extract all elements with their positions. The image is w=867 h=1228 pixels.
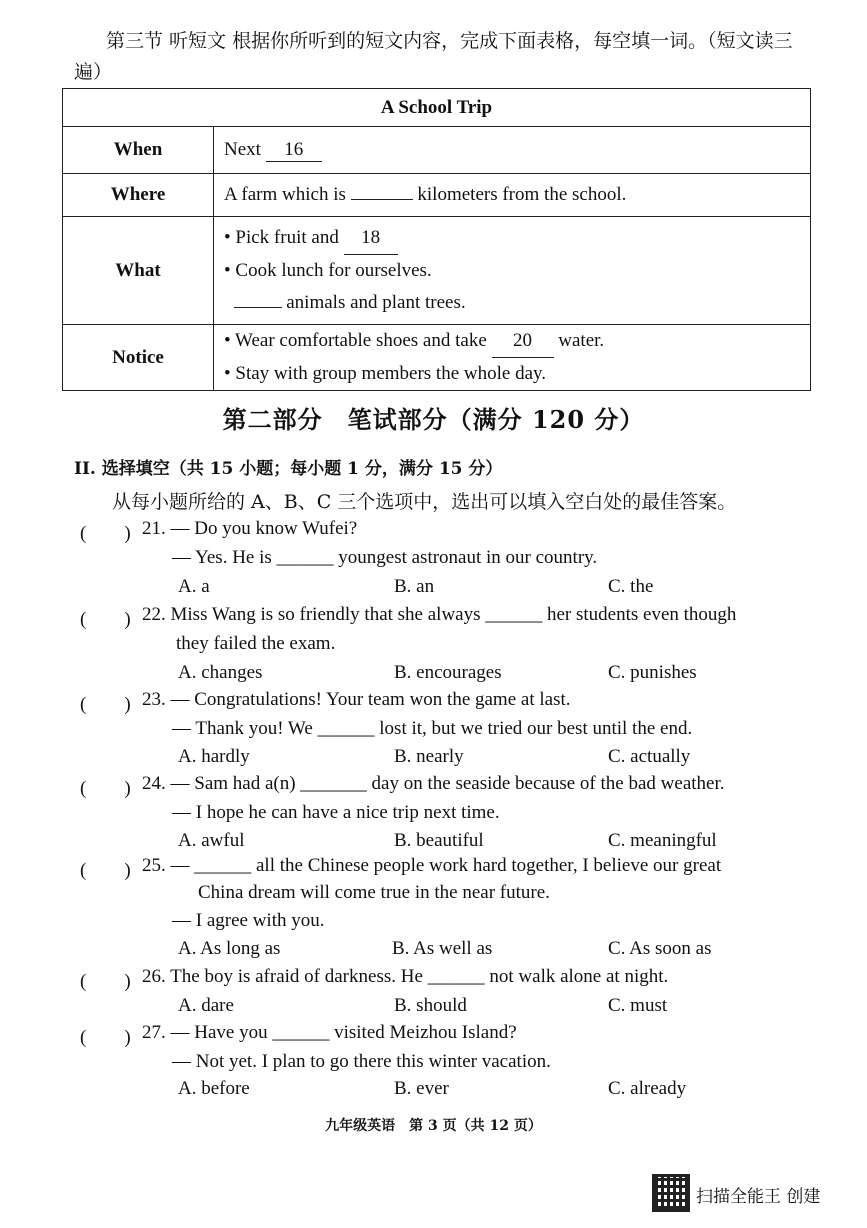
answer-blank-20[interactable]: 20	[492, 325, 554, 358]
option-22-c[interactable]: C. punishes	[608, 662, 697, 683]
question-25-line3: — I agree with you.	[172, 910, 325, 931]
option-24-b[interactable]: B. beautiful	[394, 830, 484, 851]
scanner-watermark: 扫描全能王 创建	[696, 1187, 821, 1207]
question-24-line1: 24. — Sam had a(n) _______ day on the seaside because of the bad weather.	[142, 773, 725, 794]
option-23-c[interactable]: C. actually	[608, 746, 691, 767]
option-26-b[interactable]: B. should	[394, 995, 467, 1016]
qr-code-icon	[652, 1174, 690, 1212]
option-21-b[interactable]: B. an	[394, 576, 435, 597]
answer-paren-25[interactable]: ( )	[80, 860, 131, 881]
option-25-c[interactable]: C. As soon as	[608, 938, 712, 959]
option-23-b[interactable]: B. nearly	[394, 746, 464, 767]
row-when: Next 16	[214, 127, 811, 174]
answer-paren-22[interactable]: ( )	[80, 609, 131, 630]
section-instruction: 从每小题所给的 A、B、C 三个选项中，选出可以填入空白处的最佳答案。	[112, 491, 737, 513]
option-23-a[interactable]: A. hardly	[178, 746, 250, 767]
answer-blank-17[interactable]	[351, 199, 413, 200]
school-trip-table	[62, 88, 811, 391]
table-title: A School Trip	[63, 89, 811, 127]
row-label-notice: Notice	[63, 325, 214, 391]
option-27-c[interactable]: C. already	[608, 1078, 687, 1099]
answer-blank-18[interactable]: 18	[344, 222, 398, 255]
option-21-a[interactable]: A. a	[178, 576, 210, 597]
option-27-b[interactable]: B. ever	[394, 1078, 449, 1099]
page-footer: 九年级英语 第 3 页（共 12 页）	[325, 1118, 542, 1134]
option-25-a[interactable]: A. As long as	[178, 938, 281, 959]
question-21-line1: 21. — Do you know Wufei?	[142, 518, 358, 539]
option-22-a[interactable]: A. changes	[178, 662, 263, 683]
question-25-line1: 25. — ______ all the Chinese people work hard together, I believe our great	[142, 855, 722, 876]
question-21-line2: — Yes. He is ______ youngest astronaut in our country.	[172, 547, 598, 568]
answer-blank-19[interactable]	[234, 307, 282, 308]
question-23-line1: 23. — Congratulations! Your team won the game at last.	[142, 689, 571, 710]
section-title: II. 选择填空（共 15 小题；每小题 1 分，满分 15 分）	[74, 459, 503, 479]
row-where: A farm which is kilometers from the school.	[214, 174, 811, 217]
row-label-where: Where	[63, 174, 214, 217]
question-24-line2: — I hope he can have a nice trip next time.	[172, 802, 500, 823]
answer-paren-27[interactable]: ( )	[80, 1027, 131, 1048]
row-label-what: What	[63, 217, 214, 325]
option-24-a[interactable]: A. awful	[178, 830, 245, 851]
answer-paren-26[interactable]: ( )	[80, 971, 131, 992]
answer-paren-24[interactable]: ( )	[80, 778, 131, 799]
question-26-line1: 26. The boy is afraid of darkness. He ______ not walk alone at night.	[142, 966, 669, 987]
row-notice: • Wear comfortable shoes and take 20 water. • Stay with group members the whole day.	[214, 325, 811, 391]
question-27-line1: 27. — Have you ______ visited Meizhou Island?	[142, 1022, 517, 1043]
answer-blank-16[interactable]: 16	[266, 139, 322, 162]
option-26-a[interactable]: A. dare	[178, 995, 234, 1016]
option-21-c[interactable]: C. the	[608, 576, 654, 597]
listening-instructions: 第三节 听短文 根据你所听到的短文内容，完成下面表格，每空填一词。（短文读三遍）	[74, 30, 793, 83]
option-24-c[interactable]: C. meaningful	[608, 830, 717, 851]
option-22-b[interactable]: B. encourages	[394, 662, 502, 683]
question-22-line1: 22. Miss Wang is so friendly that she always ______ her students even though	[142, 604, 737, 625]
row-label-when: When	[63, 127, 214, 174]
answer-paren-23[interactable]: ( )	[80, 694, 131, 715]
part-title: 第二部分 笔试部分（满分 120 分）	[222, 405, 645, 434]
option-27-a[interactable]: A. before	[178, 1078, 250, 1099]
question-27-line2: — Not yet. I plan to go there this winter vacation.	[172, 1051, 551, 1072]
option-25-b[interactable]: B. As well as	[392, 938, 493, 959]
option-26-c[interactable]: C. must	[608, 995, 668, 1016]
question-22-line2: they failed the exam.	[176, 633, 336, 654]
question-23-line2: — Thank you! We ______ lost it, but we tried our best until the end.	[172, 718, 693, 739]
answer-paren-21[interactable]: ( )	[80, 523, 131, 544]
question-25-line2: China dream will come true in the near future.	[198, 882, 550, 903]
row-what: • Pick fruit and 18 • Cook lunch for ourselves. animals and plant trees.	[214, 217, 811, 325]
